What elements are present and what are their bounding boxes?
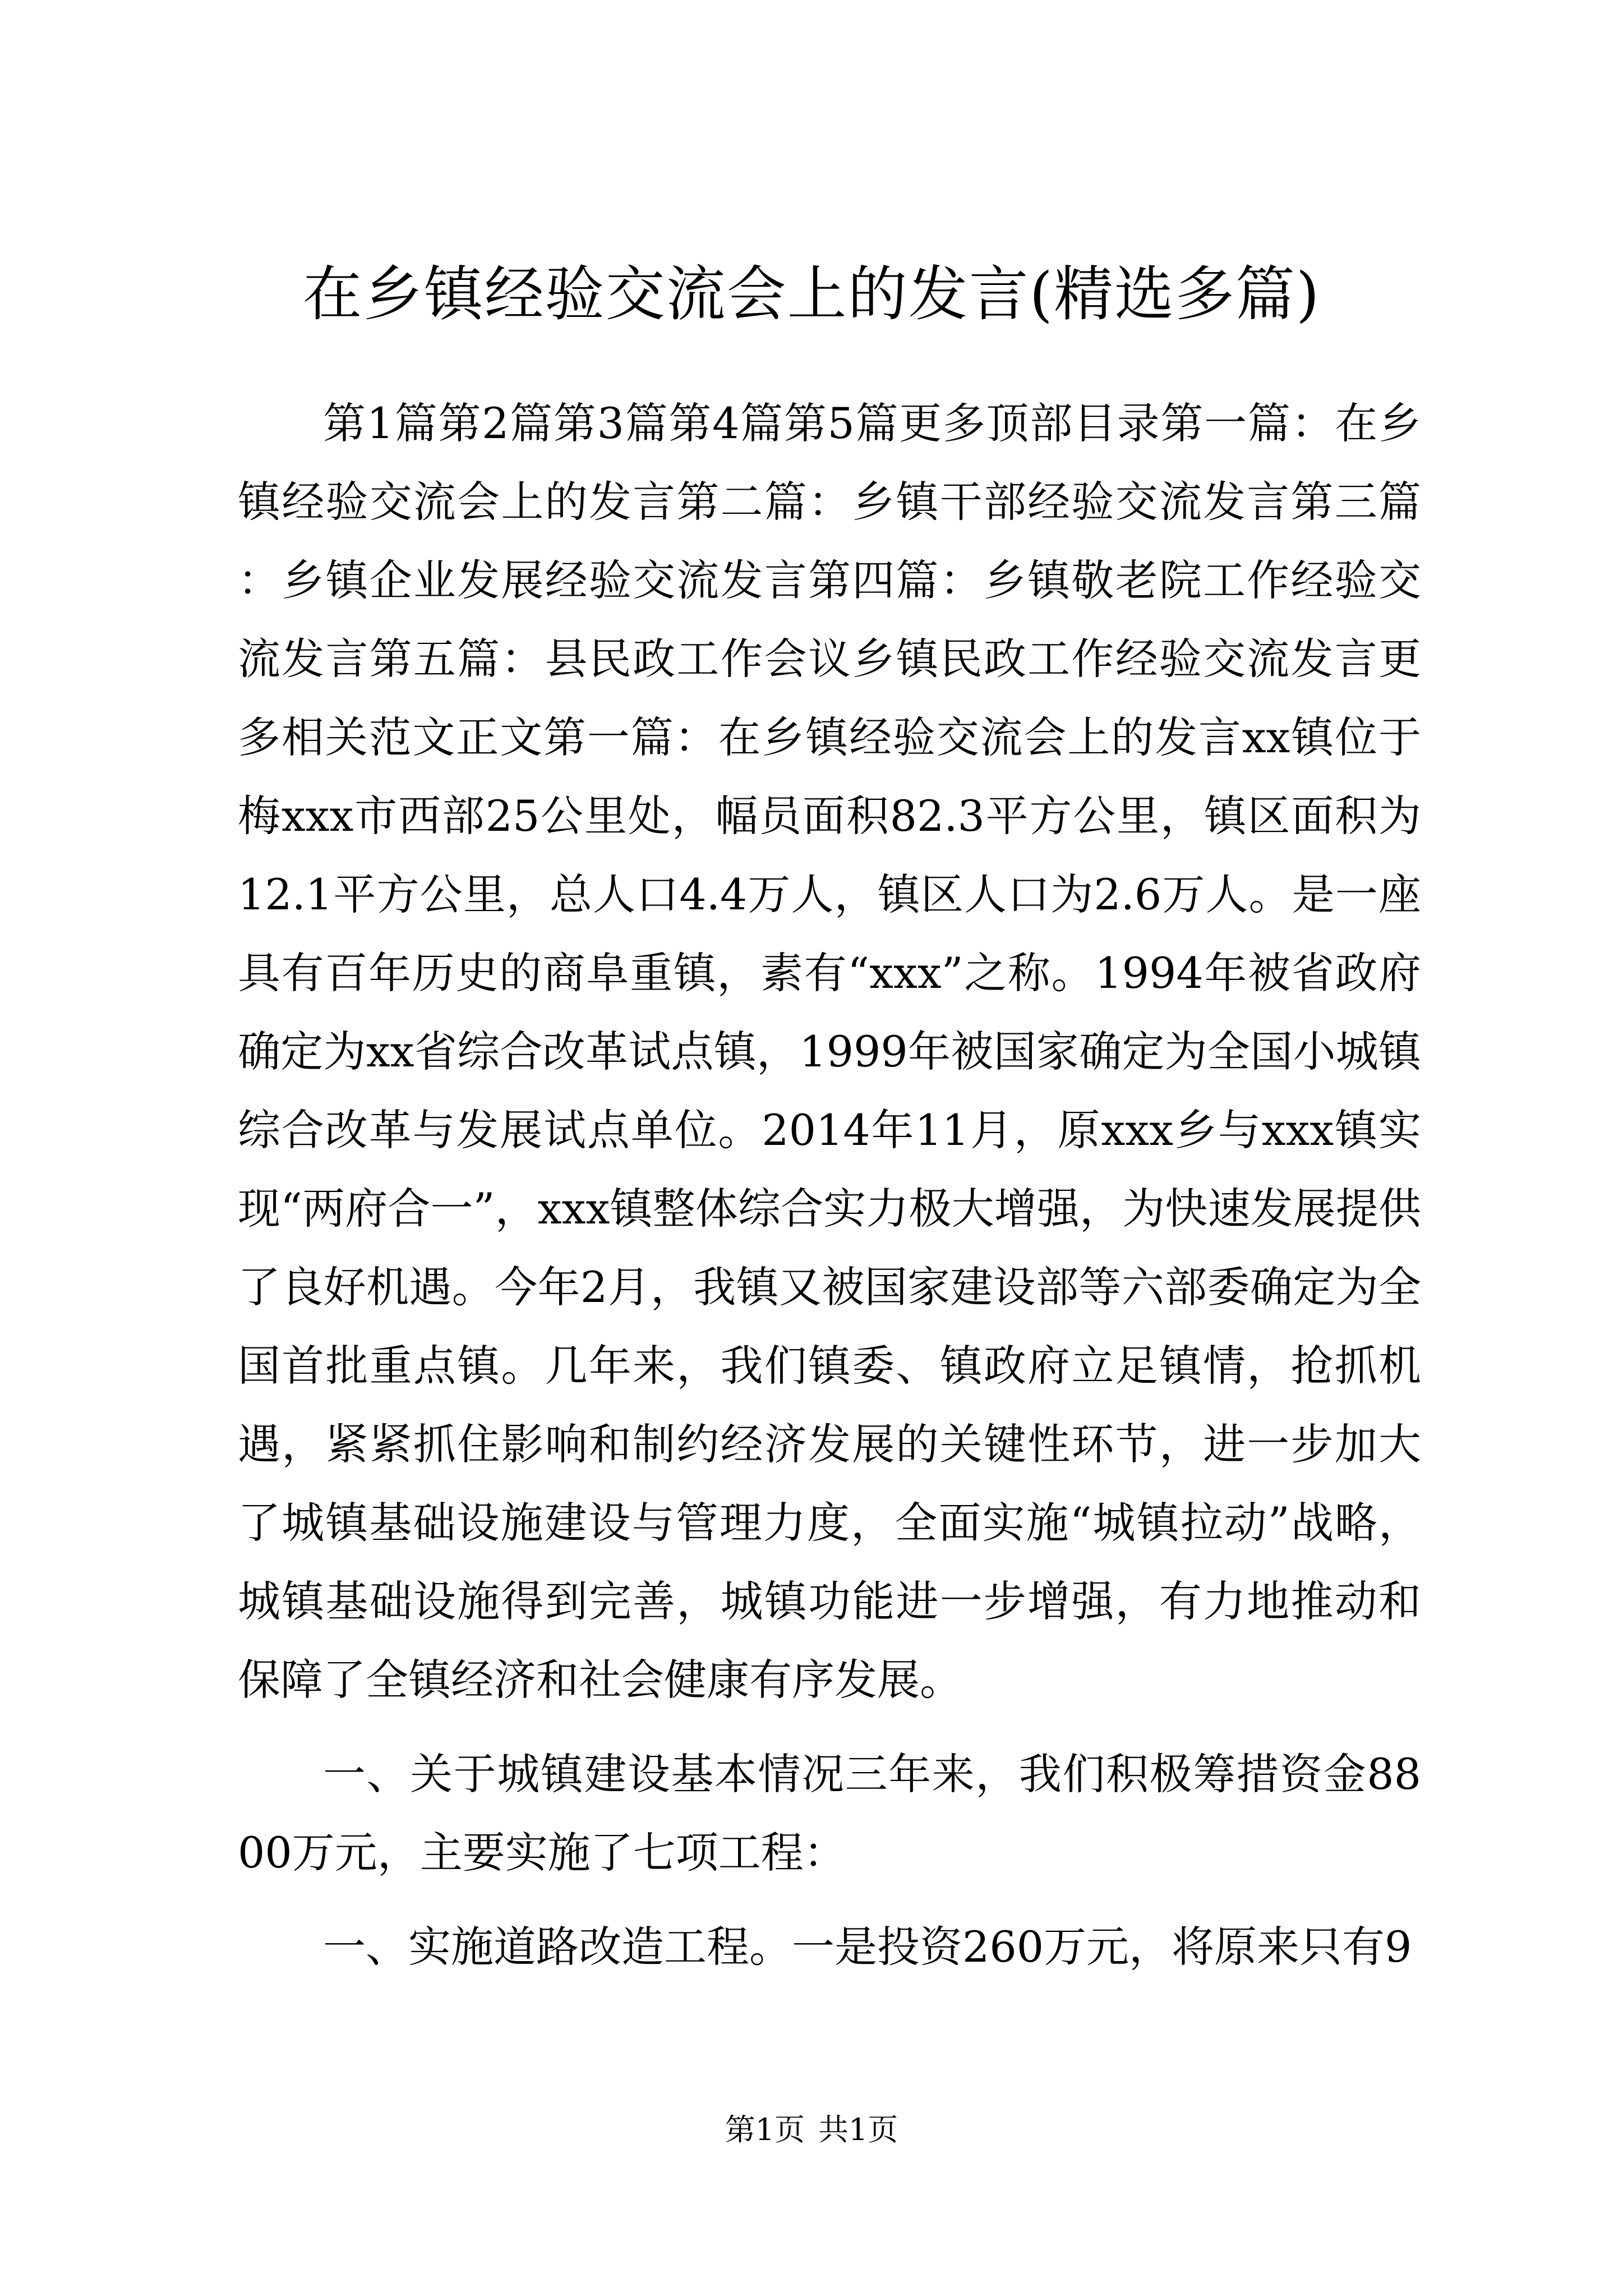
document-title: 在乡镇经验交流会上的发言(精选多篇) bbox=[302, 260, 1321, 329]
page-total: 共1页 bbox=[818, 2112, 898, 2147]
body-paragraph-3: 一、实施道路改造工程。一是投资260万元，将原来只有9 bbox=[323, 1922, 1412, 1972]
page-number: 第1页 bbox=[725, 2112, 805, 2147]
body-paragraph-1: 第1篇第2篇第3篇第4篇第5篇更多顶部目录第一篇：在乡镇经验交流会上的发言第二篇：乡镇干部经验交流发言第三篇：乡镇企业发展经验交流发言第四篇：乡镇敬老院工作经验交流发言第五篇：县民政工作会议乡镇民政工作经验交流发言更多相关范文正文第一篇：在乡镇经验交流会上的发言xx镇位于梅xxx市西部25公里处，幅员面积82.3平方公里，镇区面积为12.1平方公里，总人口4.4万人，镇区人口为2.6万人。是一座具有百年历史的商阜重镇，素有“xxx”之称。1994年被省政府确定为xx省综合改革试点镇，1999年被国家确定为全国小城镇综合改革与发展试点单位。2014年11月，原xxx乡与xxx镇实现“两府合一”，xxx镇整体综合实力极大增强，为快速发展提供了良好机遇。今年2月，我镇又被国家建设部等六部委确定为全国首批重点镇。几年来，我们镇委、镇政府立足镇情，抢抓机遇，紧紧抓住影响和制约经济发展的关键性环节，进一步加大了城镇基础设施建设与管理力度，全面实施“城镇拉动”战略，城镇基础设施得到完善，城镇功能进一步增强，有力地推动和保障了全镇经济和社会健康有序发展。 bbox=[238, 398, 1421, 1705]
page-footer bbox=[0, 2110, 1623, 2150]
body-paragraph-2: 一、关于城镇建设基本情况三年来，我们积极筹措资金8800万元，主要实施了七项工程： bbox=[238, 1749, 1421, 1878]
document-body bbox=[238, 384, 1421, 1986]
